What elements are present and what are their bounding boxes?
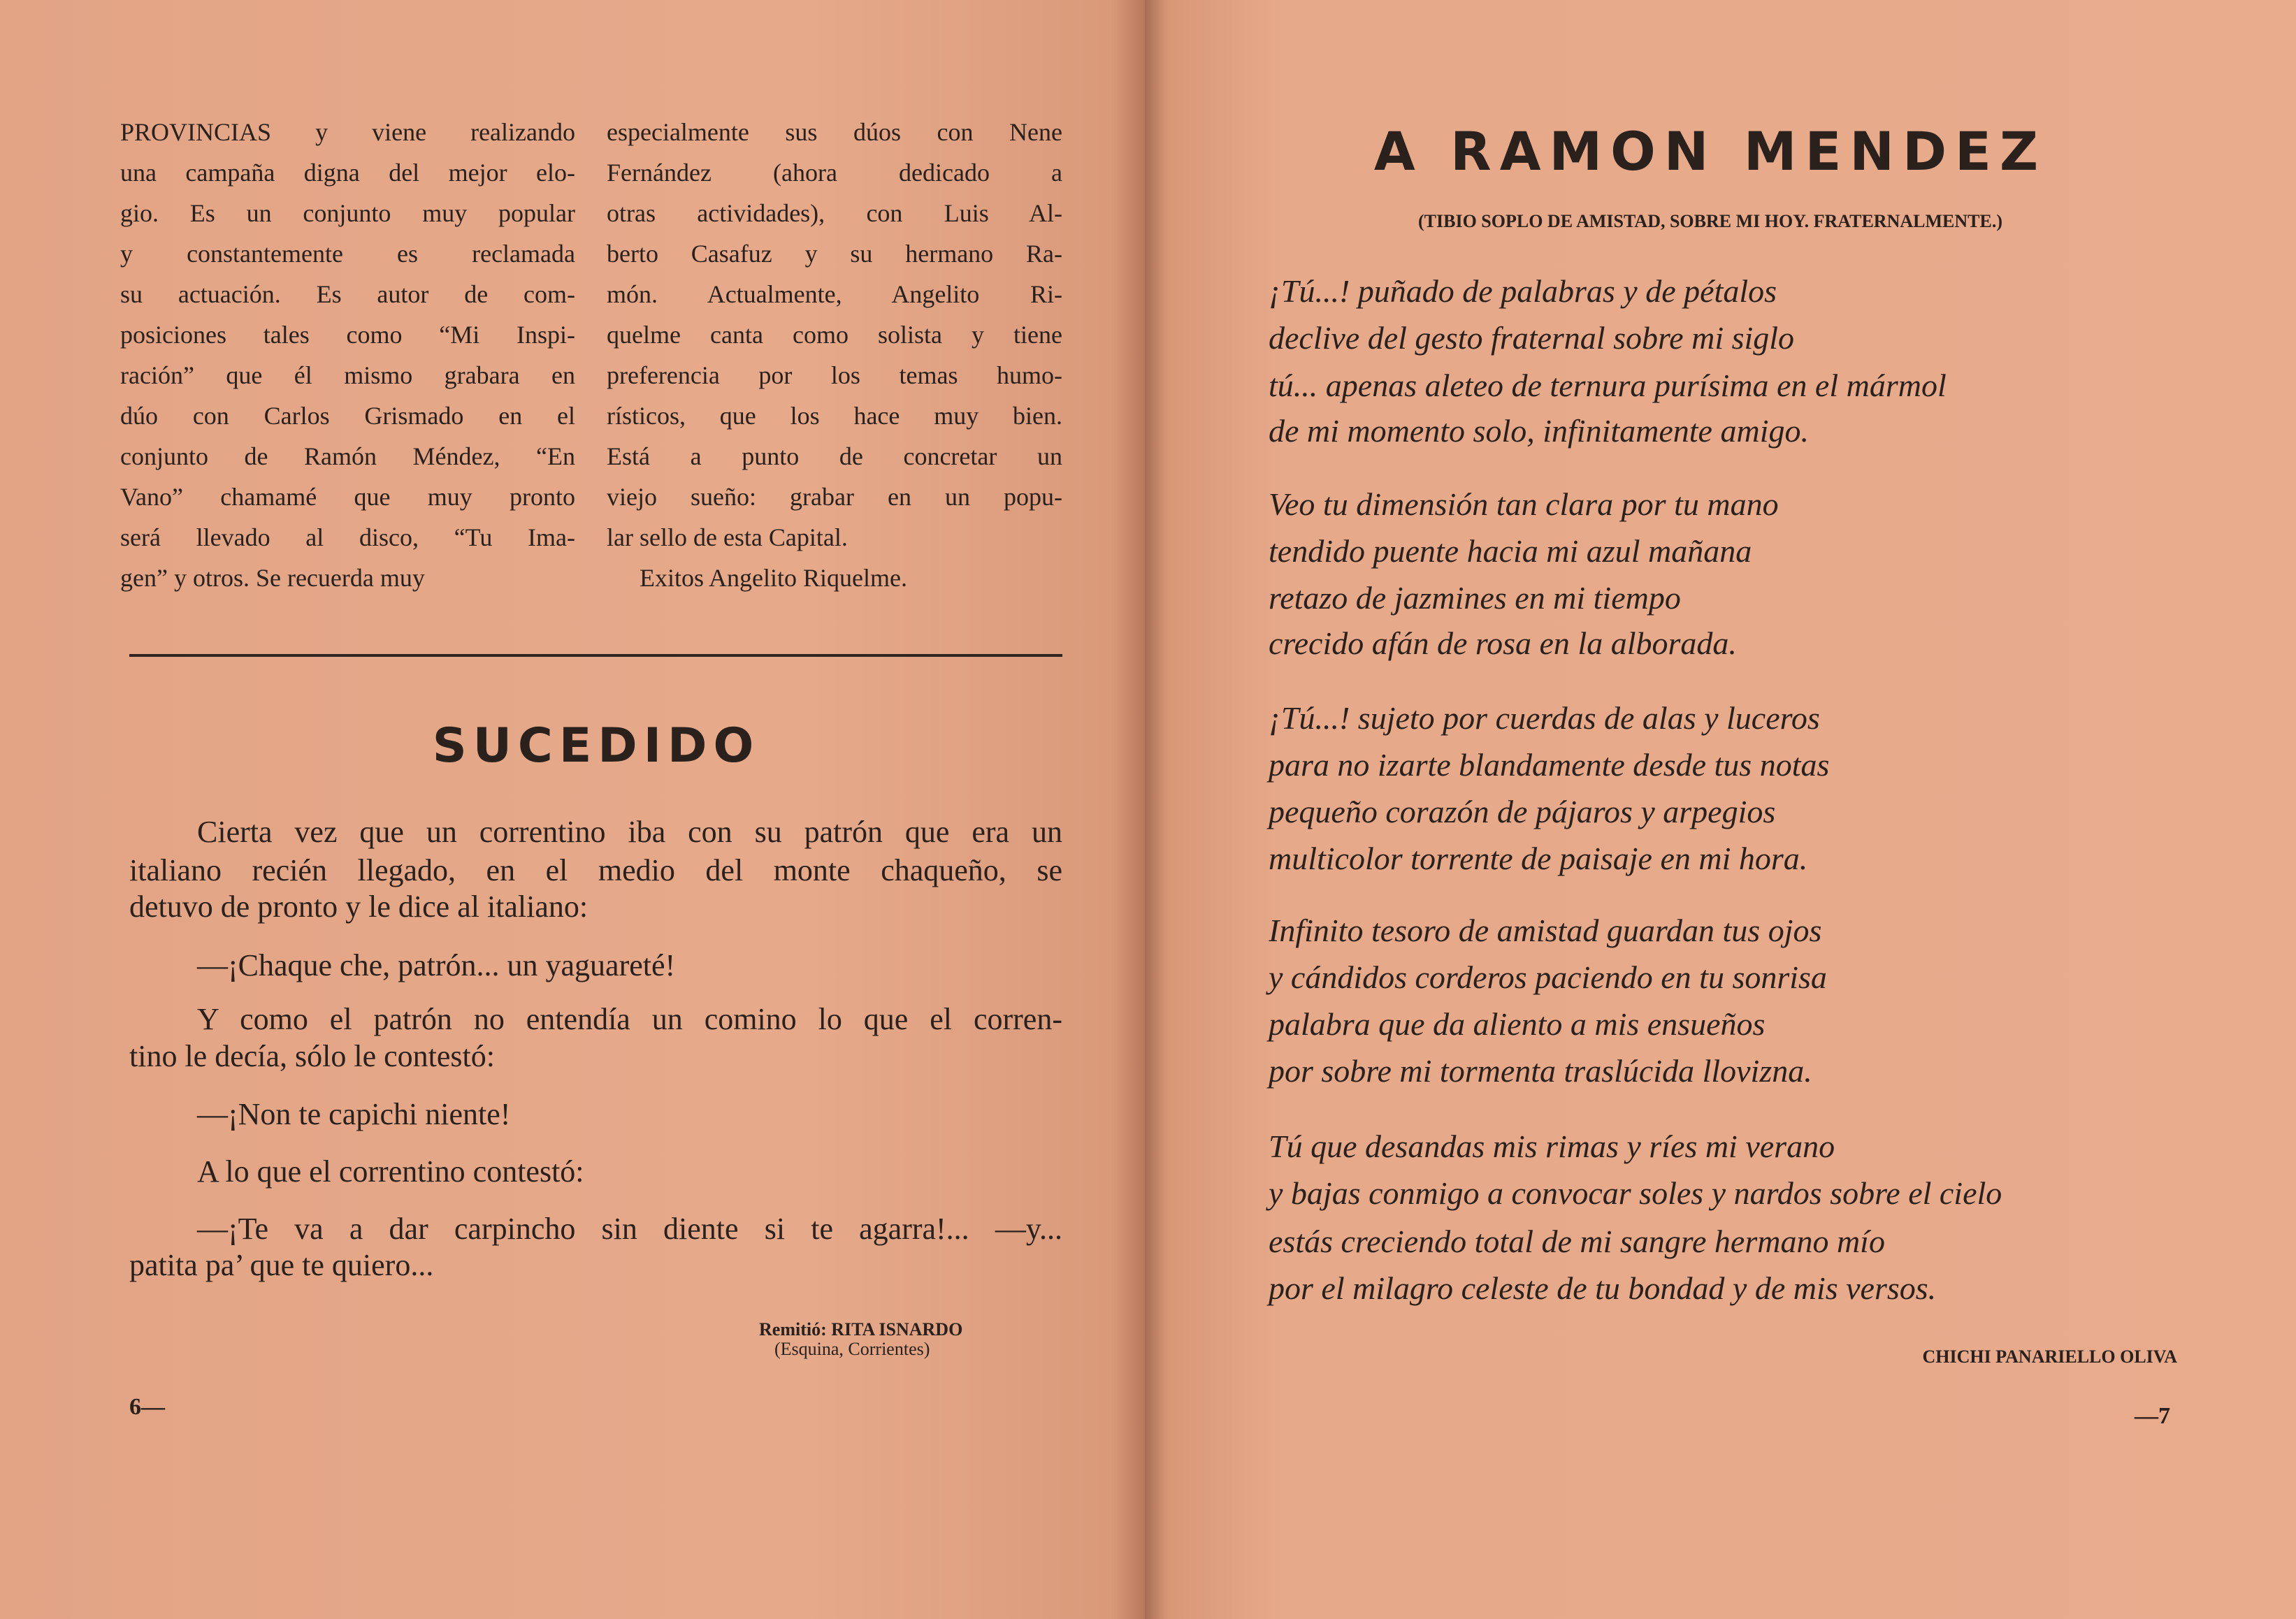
article-line: una campaña digna del mejor elo-: [120, 159, 575, 187]
story-sender-place: (Esquina, Corrientes): [774, 1339, 930, 1359]
right-page: [1145, 0, 2296, 1619]
poem-line: estás creciendo total de mi sangre hermano mío: [1269, 1224, 1885, 1259]
article-line: Fernández (ahora dedicado a: [607, 159, 1062, 187]
article-line: PROVINCIAS y viene realizando: [120, 118, 575, 146]
poem-line: retazo de jazmines en mi tiempo: [1269, 580, 1681, 616]
poem-line: para no izarte blandamente desde tus notas: [1269, 747, 1830, 783]
poem-line: ¡Tú...! puñado de palabras y de pétalos: [1269, 273, 1777, 309]
story-line: italiano recién llegado, en el medio del monte chaqueño, se: [129, 853, 1062, 887]
article-line: y constantemente es reclamada: [120, 240, 575, 268]
poem-line: y cándidos corderos paciendo en tu sonrisa: [1269, 959, 1827, 995]
story-line: —¡Non te capichi niente!: [197, 1097, 511, 1131]
story-line: detuvo de pronto y le dice al italiano:: [129, 890, 589, 924]
poem-line: declive del gesto fraternal sobre mi siglo: [1269, 320, 1795, 356]
article-line: conjunto de Ramón Méndez, “En: [120, 442, 575, 470]
article-line: otras actividades), con Luis Al-: [607, 199, 1062, 227]
story-line: A lo que el correntino contestó:: [197, 1154, 584, 1189]
article-line: món. Actualmente, Angelito Ri-: [607, 280, 1062, 308]
poem-line: tú... apenas aleteo de ternura purísima en el mármol: [1269, 368, 1947, 403]
poem-line: Infinito tesoro de amistad guardan tus ojos: [1269, 913, 1822, 948]
story-line: Cierta vez que un correntino iba con su patrón que era un: [197, 815, 1062, 849]
article-line: especialmente sus dúos con Nene: [607, 118, 1062, 146]
article-line: quelme canta como solista y tiene: [607, 321, 1062, 349]
poem-title: A RAMON MENDEZ: [1373, 120, 2047, 182]
article-line: gio. Es un conjunto muy popular: [120, 199, 575, 227]
article-line: lar sello de esta Capital.: [607, 523, 848, 551]
poem-line: tendido puente hacia mi azul mañana: [1269, 533, 1752, 569]
story-line: tino le decía, sólo le contestó:: [129, 1039, 495, 1073]
poem-line: palabra que da aliento a mis ensueños: [1269, 1006, 1766, 1042]
article-line: Vano” chamamé que muy pronto: [120, 483, 575, 511]
poem-line: multicolor torrente de paisaje en mi hora.: [1269, 841, 1808, 876]
poem-line: crecido afán de rosa en la alborada.: [1269, 625, 1737, 661]
story-line: Y como el patrón no entendía un comino lo que el corren-: [197, 1002, 1062, 1036]
article-line: su actuación. Es autor de com-: [120, 280, 575, 308]
poem-line: ¡Tú...! sujeto por cuerdas de alas y luceros: [1269, 700, 1820, 736]
article-line: berto Casafuz y su hermano Ra-: [607, 240, 1062, 268]
poem-line: por sobre mi tormenta traslúcida llovizna.: [1269, 1053, 1812, 1089]
section-divider: [129, 654, 1062, 657]
article-line: preferencia por los temas humo-: [607, 361, 1062, 389]
poem-line: por el milagro celeste de tu bondad y de mis versos.: [1269, 1270, 1937, 1306]
article-line: posiciones tales como “Mi Inspi-: [120, 321, 575, 349]
story-line: patita pa’ que te quiero...: [129, 1248, 434, 1282]
poem-line: pequeño corazón de pájaros y arpegios: [1269, 794, 1776, 829]
page-number-left: 6—: [129, 1394, 165, 1420]
page-number-right: —7: [2135, 1403, 2170, 1429]
story-title: SUCEDIDO: [432, 718, 760, 774]
poem-line: Tú que desandas mis rimas y ríes mi verano: [1269, 1128, 1835, 1164]
story-line: —¡Te va a dar carpincho sin diente si te agarra!... —y...: [197, 1212, 1062, 1246]
article-line: Está a punto de concretar un: [607, 442, 1062, 470]
poem-subtitle: (TIBIO SOPLO DE AMISTAD, SOBRE MI HOY. FRATERNALMENTE.): [1418, 211, 2002, 231]
article-line: rísticos, que los hace muy bien.: [607, 402, 1062, 430]
left-page: [0, 0, 1145, 1619]
story-line: —¡Chaque che, patrón... un yaguareté!: [197, 948, 676, 982]
article-line: dúo con Carlos Grismado en el: [120, 402, 575, 430]
article-line: ración” que él mismo grabara en: [120, 361, 575, 389]
poem-line: Veo tu dimensión tan clara por tu mano: [1269, 486, 1779, 522]
story-sender: Remitió: RITA ISNARDO: [759, 1319, 963, 1340]
poem-line: de mi momento solo, infinitamente amigo.: [1269, 413, 1809, 449]
poem-line: y bajas conmigo a convocar soles y nardos sobre el cielo: [1269, 1175, 2002, 1211]
article-line: gen” y otros. Se recuerda muy: [120, 564, 425, 592]
article-line: Exitos Angelito Riquelme.: [640, 564, 907, 592]
poem-author: CHICHI PANARIELLO OLIVA: [1922, 1346, 2177, 1367]
article-line: viejo sueño: grabar en un popu-: [607, 483, 1062, 511]
article-line: será llevado al disco, “Tu Ima-: [120, 523, 575, 551]
